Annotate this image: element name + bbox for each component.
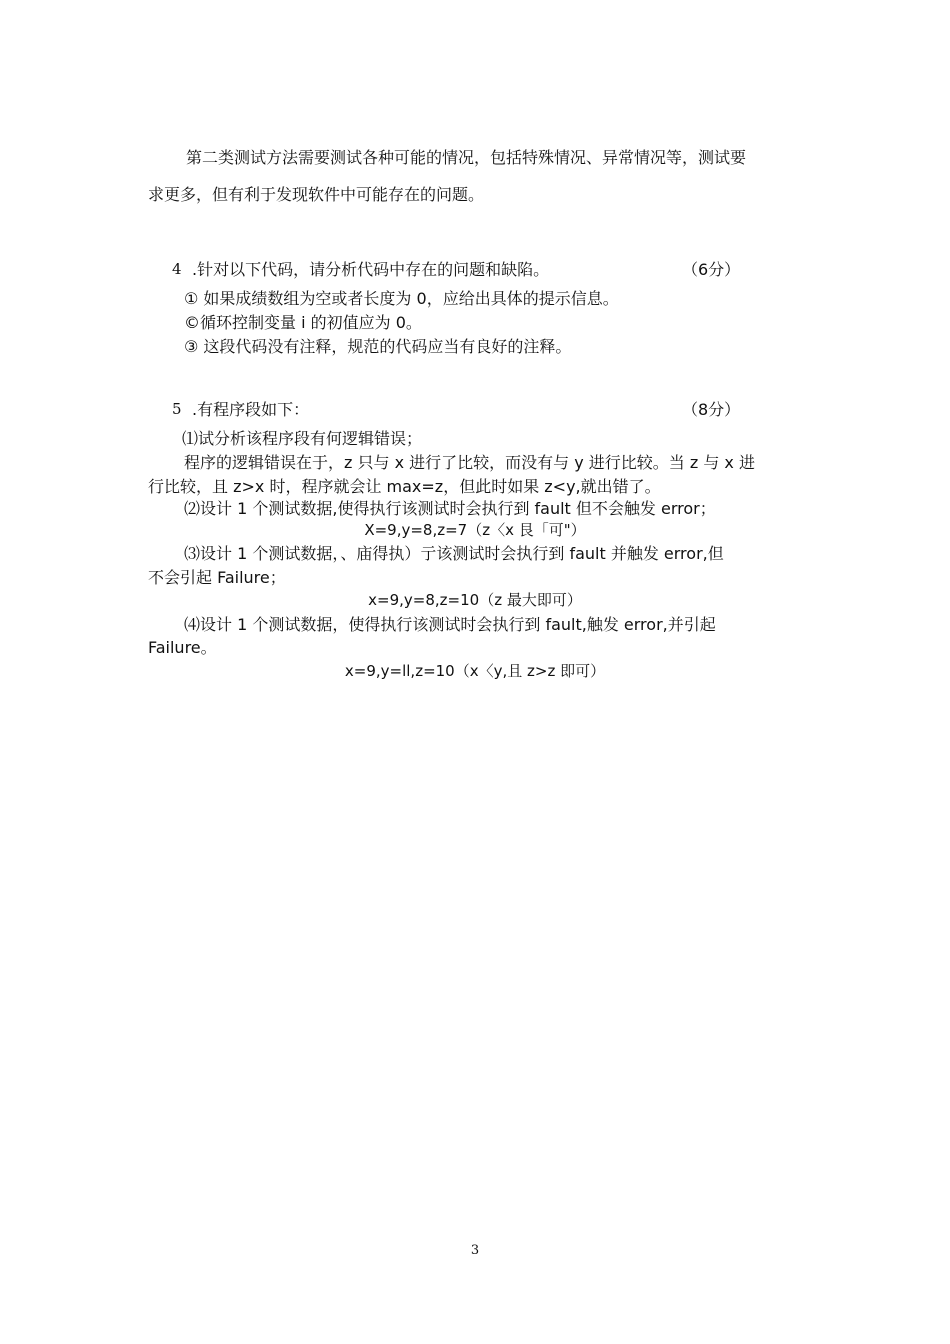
question-4-number: 4 [172,260,182,278]
question-5-points: （8分） [682,400,741,419]
question-5-number: 5 [172,400,182,418]
part-4-title-line-1: ⑷设计 1 个测试数据，使得执行该测试时会执行到 fault,触发 error,并引起 [184,615,716,634]
part-4-answer: x=9,y=ll,z=10（x〈y,且 z>z 即可） [344,662,606,680]
question-4-points: （6分） [682,260,741,279]
part-1-answer-line-2: 行比较，且 z>x 时，程序就会让 max=z，但此时如果 z<y,就出错了。 [148,477,661,496]
question-5-text: .有程序段如下： [192,400,310,419]
question-4-item-2: ©循环控制变量 i 的初值应为 0。 [184,313,422,332]
part-4-title-line-2: Failure。 [148,638,217,657]
part-2-title: ⑵设计 1 个测试数据,使得执行该测试时会执行到 fault 但不会触发 error； [184,499,716,518]
part-1-answer-line-1: 程序的逻辑错误在于，z 只与 x 进行了比较，而没有与 y 进行比较。当 z 与 x 进 [184,453,755,472]
intro-line-2: 求更多，但有利于发现软件中可能存在的问题。 [148,185,485,204]
question-4-text: .针对以下代码，请分析代码中存在的问题和缺陷。 [192,260,550,279]
part-1-title: ⑴试分析该程序段有何逻辑错误； [182,429,423,448]
question-4-item-1: ① 如果成绩数组为空或者长度为 0，应给出具体的提示信息。 [184,289,619,308]
part-3-title-line-2: 不会引起 Failure； [148,568,286,587]
part-2-answer: X=9,y=8,z=7（z〈x 艮「可"） [364,521,586,539]
part-3-title-line-1: ⑶设计 1 个测试数据，、庙得执）亍该测试时会执行到 fault 并触发 error,但 [184,544,724,563]
intro-line-1: 第二类测试方法需要测试各种可能的情况，包括特殊情况、异常情况等，测试要 [186,148,747,167]
part-3-answer: x=9,y=8,z=10（z 最大即可） [368,591,582,609]
question-4-item-3: ③ 这段代码没有注释，规范的代码应当有良好的注释。 [184,337,572,356]
page-number: 3 [470,1243,480,1258]
